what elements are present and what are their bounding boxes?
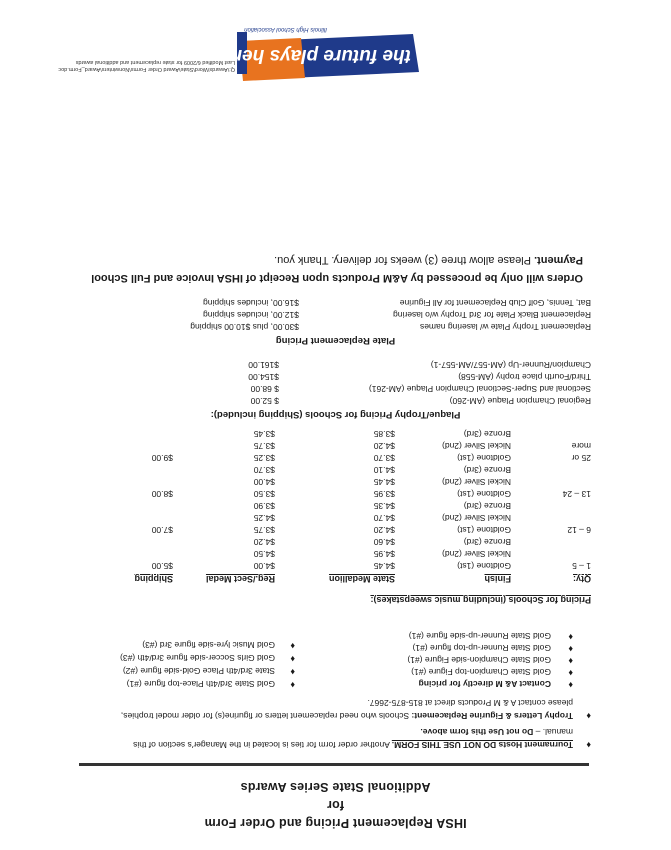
figure-left-item: Gold State Runner-up-side figure (#1) — [408, 631, 551, 641]
tier-reg-price: $3.75 — [253, 441, 275, 451]
plaque-price: $161.00 — [248, 360, 279, 370]
plaque-heading: Plaque/Trophy Pricing for Schools (Shipping included): — [210, 409, 461, 420]
tier-reg-price: $3.90 — [253, 501, 275, 511]
tier-state-price: $3.95 — [373, 489, 395, 499]
pricing-heading: Pricing for Schools (including music sweepstakes): — [370, 595, 591, 605]
plate-item: Replacement Trophy Plate w/ lasering names — [419, 322, 591, 332]
tier-state-price: $4.60 — [373, 537, 395, 547]
figure-right-item: Gold Music lyre-side figure 3rd (#3) — [142, 640, 275, 650]
tier-reg-price: $3.50 — [253, 489, 275, 499]
plaque-price: $ 68.00 — [250, 384, 279, 394]
tier-reg-price: $3.70 — [253, 465, 275, 475]
bullet-icon: ♦ — [568, 680, 573, 690]
plaque-item: Third/Fourth place trophy (AM-558) — [458, 372, 591, 382]
logo-text: the future plays here — [233, 45, 411, 66]
bullet-icon: ♦ — [568, 668, 573, 678]
tier-qty: 6 – 12 — [567, 525, 591, 535]
bullet-icon: ♦ — [290, 667, 295, 677]
tier-reg-price: $4.00 — [253, 477, 275, 487]
intro-item-1: Tournament Hosts DO NOT USE THIS FORM. Another order form for ties is located in the Manager's section of this — [133, 740, 573, 750]
plate-price: $30.00, plus $10.00 shipping — [190, 322, 299, 332]
col-state-medallion: State Medallion — [328, 574, 395, 584]
tier-reg-price: $3.75 — [253, 525, 275, 535]
tier-finish: Nickel Silver (2nd) — [442, 441, 511, 451]
tier-reg-price: $4.50 — [253, 549, 275, 559]
tier-finish: Nickel Silver (2nd) — [442, 513, 511, 523]
page-title: IHSA Replacement Pricing and Order Form — [204, 816, 467, 830]
order-note: Orders will only be processed by A&M Products upon Receipt of IHSA Invoice and Full School — [91, 272, 583, 284]
tier-finish: Goldtone (1st) — [457, 561, 511, 571]
col-reg-sect-medal: Reg./Sect Medal — [205, 574, 275, 584]
tier-state-price: $4.35 — [373, 501, 395, 511]
intro-item-2: Trophy Letters & Figurine Replacement: Schools who need replacement letters or figurine(s) for older model trophies, — [120, 711, 573, 721]
order-note-line2: Payment. Please allow three (3) weeks for delivery. Thank you. — [274, 254, 583, 266]
plaque-price: $ 52.00 — [250, 396, 279, 406]
tier-finish: Goldtone (1st) — [457, 453, 511, 463]
logo-tagline: Illinois High School Association — [244, 26, 327, 32]
tier-finish: Nickel Silver (2nd) — [442, 477, 511, 487]
col-shipping: Shipping — [134, 574, 173, 584]
bullet-icon: ♦ — [568, 656, 573, 666]
bullet-icon: ♦ — [586, 740, 591, 750]
tier-shipping: $7.00 — [151, 525, 173, 535]
tier-reg-price: $3.25 — [253, 453, 275, 463]
figure-right-item: State 3rd/4th Place Gold-side figure (#2) — [122, 666, 275, 676]
bullet-icon: ♦ — [568, 644, 573, 654]
tier-qty: 13 – 24 — [562, 489, 591, 499]
title-rule — [79, 763, 589, 766]
ihsa-logo — [233, 26, 423, 88]
tier-qty: 25 or — [571, 453, 591, 463]
plaque-item: Champion/Runner-Up (AM-557/AM-557-1) — [430, 360, 591, 370]
tier-state-price: $4.20 — [373, 525, 395, 535]
tier-finish: Goldtone (1st) — [457, 489, 511, 499]
figure-right-item: Gold State 3rd/4th Place-top figure (#1) — [126, 679, 275, 689]
tier-shipping: $9.00 — [151, 453, 173, 463]
intro-item-2-line2: please contact A & M Products direct at 815-875-2667. — [367, 698, 573, 708]
tier-finish: Bronze (3rd) — [463, 501, 511, 511]
plate-item: Replacement Black Plate for 3rd Trophy w/o lasering — [393, 310, 591, 320]
tier-finish: Nickel Silver (2nd) — [442, 549, 511, 559]
tier-shipping: $5.00 — [151, 561, 173, 571]
tier-state-price: $3.70 — [373, 453, 395, 463]
col-qty: Qty: — [573, 574, 591, 584]
bullet-icon: ♦ — [290, 680, 295, 690]
bullet-icon: ♦ — [568, 632, 573, 642]
plaque-item: Sectional and Super-Sectional Champion Plaque (AM-261) — [368, 384, 591, 394]
file-caption: Q:\Awards\Word\State\Award Order Forms\Nonwinters\Award_Form.doc Last Modified 6/2009 for state replacement and additional awards — [58, 59, 235, 72]
tier-reg-price: $4.25 — [253, 513, 275, 523]
tier-finish: Bronze (3rd) — [463, 429, 511, 439]
bullet-icon: ♦ — [290, 654, 295, 664]
col-finish: Finish — [484, 574, 511, 584]
plate-heading: Plate Replacement Pricing — [275, 335, 396, 346]
tier-state-price: $4.70 — [373, 513, 395, 523]
plaque-item: Regional Champion Plaque (AM-260) — [449, 396, 591, 406]
tier-shipping: $8.00 — [151, 489, 173, 499]
tier-reg-price: $3.45 — [253, 429, 275, 439]
bullet-icon: ♦ — [290, 641, 295, 651]
tier-reg-price: $4.00 — [253, 561, 275, 571]
tier-state-price: $4.10 — [373, 465, 395, 475]
tier-state-price: $4.95 — [373, 549, 395, 559]
page-title-for: for — [326, 798, 345, 812]
tier-qty-line2: more — [571, 441, 591, 451]
tier-state-price: $4.45 — [373, 561, 395, 571]
contact-pricing: Contact A& M directly for pricing — [418, 679, 551, 689]
plate-item: Bat, Tennis, Golf Club Replacement for All Figurine — [399, 298, 591, 308]
page-subtitle: Additional State Series Awards — [240, 780, 431, 794]
figure-left-item: Gold State Champion-side Figure (#1) — [407, 655, 551, 665]
plaque-price: $154.00 — [248, 372, 279, 382]
tier-qty: 1 – 5 — [572, 561, 591, 571]
figure-left-item: Gold State Champion-top Figure (#1) — [411, 667, 551, 677]
tier-reg-price: $4.20 — [253, 537, 275, 547]
tier-finish: Bronze (3rd) — [463, 537, 511, 547]
bullet-icon: ♦ — [586, 711, 591, 721]
intro-item-1-line2: manual. – Do not Use this form above. — [420, 727, 573, 737]
tier-state-price: $4.45 — [373, 477, 395, 487]
figure-right-item: Gold Girls Soccer-side figure 3rd/4th (#3) — [120, 653, 275, 663]
figure-left-item: Gold State Runner-up-top figure (#1) — [412, 643, 551, 653]
plate-price: $16.00, includes shipping — [203, 298, 299, 308]
tier-state-price: $3.85 — [373, 429, 395, 439]
tier-state-price: $4.20 — [373, 441, 395, 451]
tier-finish: Goldtone (1st) — [457, 525, 511, 535]
plate-price: $12.00, includes shipping — [203, 310, 299, 320]
tier-finish: Bronze (3rd) — [463, 465, 511, 475]
